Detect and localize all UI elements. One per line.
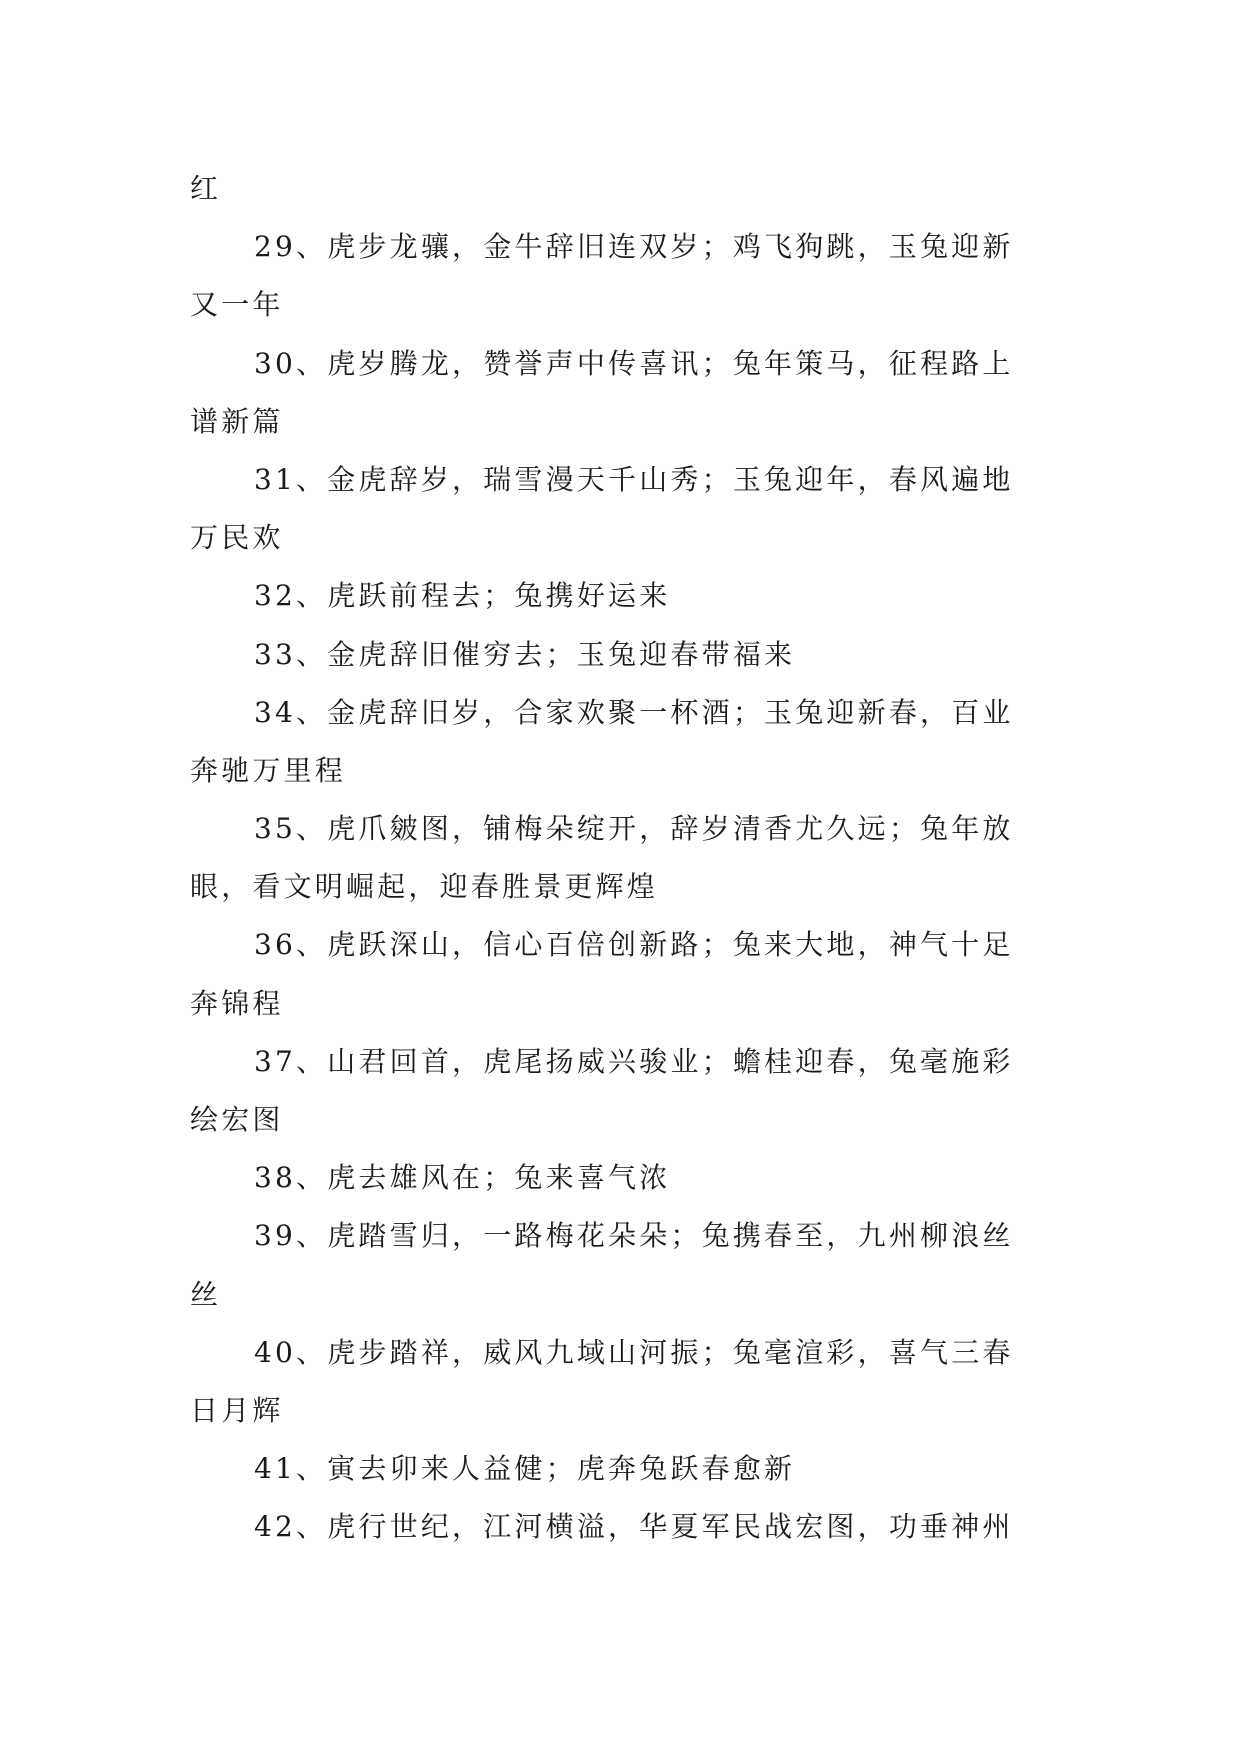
couplet-42: 42、虎行世纪，江河横溢，华夏军民战宏图，功垂神州 [254,1510,1014,1544]
document-body [190,160,1060,1557]
couplet-34: 34、金虎辞旧岁，合家欢聚一杯酒；玉兔迎新春，百业 [254,695,1014,729]
text-line: 奔驰万里程 [190,753,347,787]
couplet-32: 32、虎跃前程去；兔携好运来 [254,579,671,613]
couplet-38: 38、虎去雄风在；兔来喜气浓 [254,1161,671,1195]
couplet-33: 33、金虎辞旧催穷去；玉兔迎春带福来 [254,637,796,671]
text-line: 丝 [190,1277,222,1311]
couplet-36: 36、虎跃深山，信心百倍创新路；兔来大地，神气十足 [254,928,1014,962]
couplet-31: 31、金虎辞岁，瑞雪漫天千山秀；玉兔迎年，春风遍地 [254,462,1014,496]
couplet-37: 37、山君回首，虎尾扬威兴骏业；蟾桂迎春，兔毫施彩 [254,1044,1014,1078]
text-line: 绘宏图 [190,1103,284,1136]
text-line: 谱新篇 [190,404,284,438]
text-line: 奔锦程 [190,986,284,1020]
text-line: 万民欢 [190,521,284,555]
couplet-35: 35、虎爪皴图，铺梅朵绽开，辞岁清香尤久远；兔年放 [254,812,1014,846]
couplet-29: 29、虎步龙骧，金牛辞旧连双岁；鸡飞狗跳，玉兔迎新 [254,230,1014,264]
text-line: 日月辉 [190,1393,284,1427]
text-line: 眼，看文明崛起，迎春胜景更辉煌 [190,870,659,904]
couplet-30: 30、虎岁腾龙，赞誉声中传喜讯；兔年策马，征程路上 [254,346,1014,380]
text-line: 红 [190,172,222,205]
text-line: 又一年 [190,288,284,322]
couplet-41: 41、寅去卯来人益健；虎奔兔跃春愈新 [254,1452,796,1486]
couplet-39: 39、虎踏雪归，一路梅花朵朵；兔携春至，九州柳浪丝 [254,1219,1014,1253]
couplet-40: 40、虎步踏祥，威风九域山河振；兔毫渲彩，喜气三春 [254,1335,1014,1369]
